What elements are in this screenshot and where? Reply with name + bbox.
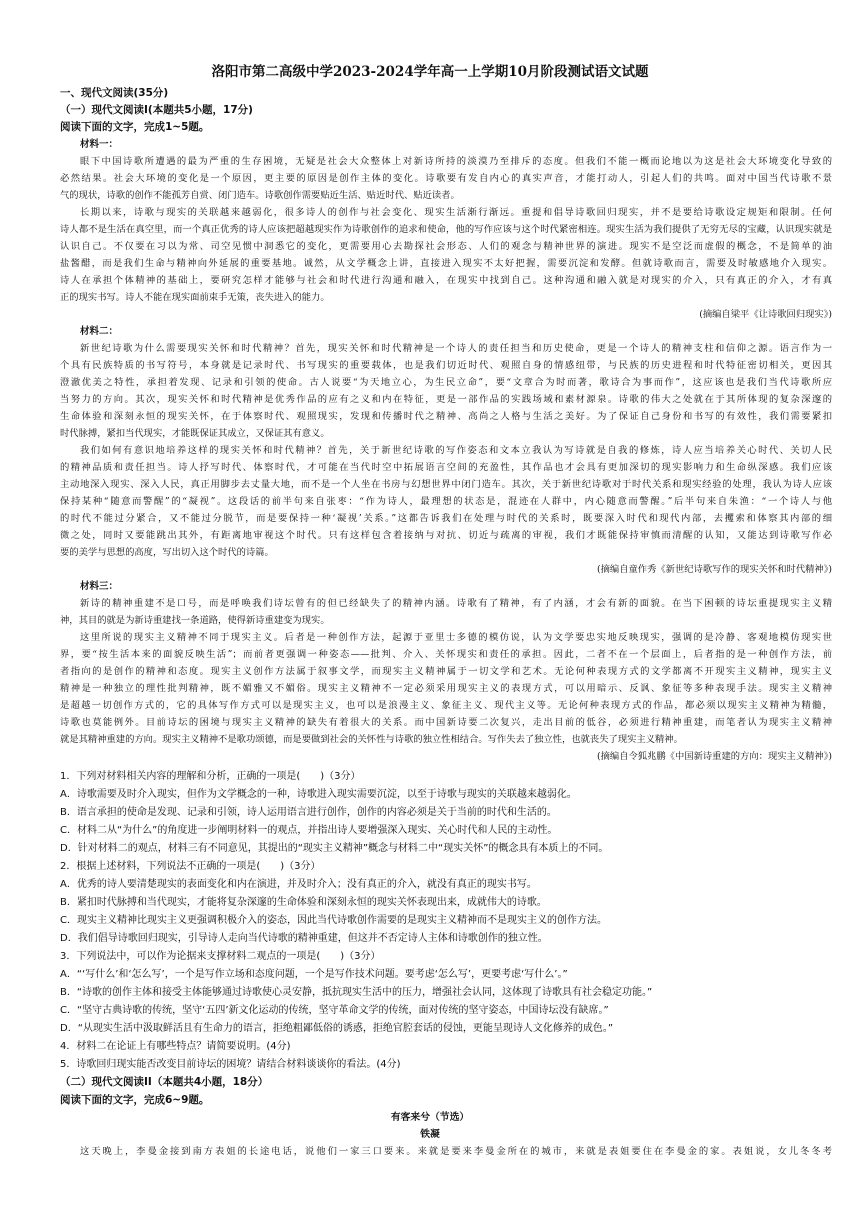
paragraph-line: 保持某种“随意而警醒”的“凝视”。这段话的前半句来自张枣：“作为诗人，最理想的状态是，混迹在人群中，内心随意而警醒。”后半句来自朱渔：“一个诗人与他 [60, 496, 832, 507]
paragraph-line: 的时代不能过分紧合，又不能过分脱节，而是要保持一种‘凝视’关系。”这都告诉我们在处理与时代的关系时，既要深入时代和现代内部，去攫索和体察其内部的细 [60, 513, 832, 524]
question-line: A．优秀的诗人要清楚现实的表面变化和内在演进，并及时介入；没有真正的介入，就没有真正的现实书写。 [60, 879, 537, 890]
material-heading: 材料一： [80, 139, 119, 150]
paragraph-line: 生命体验和深刻永恒的现实关怀，在于体察时代、观照现实，发现和传播时代之精神、高尚之人格与生活之美好。为了保证自己身份和书写的有效性，我们需要紧扣 [60, 411, 832, 422]
question-line: A．诗歌需要及时介入现实，但作为文学概念的一种，诗歌进入现实需要沉淀，以至于诗歌与现实的关联越来越弱化。 [60, 789, 577, 800]
paragraph-line: 新诗的精神重建不是口号，而是呼唤我们诗坛曾有的但已经缺失了的精神内涵。诗歌有了精神，有了内涵，才会有新的面貌。在当下困顿的诗坛重提现实主义精 [80, 598, 832, 609]
source-citation: (摘编自令狐兆鹏《中国新诗重建的方向：现实主义精神》) [596, 751, 832, 762]
paragraph-line: 我们如何有意识地培养这样的现实关怀和时代精神？首先，关于新世纪诗歌的写作姿态和文本立我认为写诗就是自我的修炼，诗人应当培养关心时代、关切人民 [80, 445, 832, 456]
paragraph-line: 微之处，同时又要能跳出其外，有距离地审视这个时代。只有这样包含着接纳与对抗、切近与疏离的审视，我们才既能保持审慎而清醒的认知，又能达到诗歌写作必 [60, 530, 832, 541]
story-author: 铁凝 [420, 1129, 440, 1140]
paragraph-line: 要的美学与思想的高度，写出切入这个时代的诗篇。 [60, 547, 274, 558]
paragraph-line: 眼下中国诗歌所遭遇的最为严重的生存困境，无疑是社会大众整体上对新诗所持的淡漠乃至排斥的态度。但我们不能一概而论地以为这是社会大环境变化导致的 [80, 156, 832, 167]
paragraph-line: 气的现状，诗歌的创作不能孤芳自赏、闭门造车。诗歌创作需要贴近生活、贴近时代、贴近读者。 [60, 190, 460, 201]
story-title: 有客来兮（节选） [390, 1112, 470, 1123]
paragraph-line: 长期以来，诗歌与现实的关联越来越弱化，很多诗人的创作与社会变化、现实生活渐行渐远。重提和倡导诗歌回归现实，并不是要给诗歌设定规矩和限制。任何 [80, 207, 832, 218]
question-line: 5．诗歌回归现实能否改变目前诗坛的困境？请结合材料谈谈你的看法。(4分) [60, 1059, 401, 1070]
question-line: C．“坚守古典诗歌的传统，坚守‘五四’新文化运动的传统，坚守革命文学的传统，面对传统的坚守姿态，中国诗坛没有缺席。” [60, 1005, 609, 1016]
paragraph-line: 就是其精神重建的方向。现实主义精神不是歌功颂德，而是要做到社会的关怀性与诗歌的独立性相结合。写作失去了独立性，也就丧失了现实主义精神。 [60, 734, 683, 745]
question-line: B．紧扣时代脉搏和当代现实，才能将复杂深邃的生命体验和深刻永恒的现实关怀表现出来，成就伟大的诗歌。 [60, 897, 547, 908]
paragraph-line: 盐酱醋，而是我们生命与精神向外延展的重要基地。诚然，从文学概念上讲，直接进入现实不太好把握，需要沉淀和发酵。但就诗歌而言，需要及时敏感地介入现实。 [60, 258, 832, 269]
question-line: B．“诗歌的创作主体和接受主体能够通过诗歌使心灵安静，抵抗现实生活中的压力，增强社会认同，这体现了诗歌具有社会稳定功能。” [60, 987, 653, 998]
instruction: 阅读下面的文字，完成1~5题。 [60, 121, 210, 133]
paragraph-line: 认识自己。不仅要在习以为常、司空见惯中洞悉它的变化，更需要用心去勘探社会形态、人们的观念与精神世界的演进。现实不是空泛而虚假的概念，不是简单的油 [60, 241, 832, 252]
question-line: 1．下列对材料相关内容的理解和分析，正确的一项是( )（3分） [60, 771, 361, 782]
question-line: 2．根据上述材料，下列说法不正确的一项是( )（3分） [60, 861, 321, 872]
subsection-heading: （二）现代文阅读II（本题共4小题，18分） [60, 1076, 269, 1088]
paragraph-line: 神，其目的就是为新诗重建找一条道路，使得新诗重建变为现实。 [60, 615, 330, 626]
page-title: 洛阳市第二高级中学2023-2024学年高一上学期10月阶段测试语文试题 [211, 64, 649, 80]
question-line: D．针对材料二的观点，材料三有不同意见，其提出的“现实主义精神”概念与材料二中“现实关怀”的概念具有本质上的不同。 [60, 843, 609, 854]
paragraph-line: 这天晚上，李曼金接到南方表姐的长途电话，说他们一家三口要来。来就是要来李曼金所在的城市，来就是表姐要住在李曼金的家。表姐说，女儿冬冬考 [80, 1146, 832, 1157]
section-heading: 一、现代文阅读(35分) [60, 87, 169, 99]
instruction: 阅读下面的文字，完成6~9题。 [60, 1094, 210, 1106]
source-citation: (摘编自梁平《让诗歌回归现实》) [699, 309, 832, 320]
question-line: D．“从现实生活中汲取鲜活且有生命力的语言，拒绝粗鄙低俗的诱惑，拒绝官腔套话的侵蚀，更能呈现诗人文化修养的成色。” [60, 1023, 614, 1034]
paragraph-line: 这里所说的现实主义精神不同于现实主义。后者是一种创作方法，起源于亚里士多德的模仿说，认为文学要忠实地反映现实，强调的是冷静、客观地模仿现实世 [80, 632, 832, 643]
question-line: A．“‘写什么’和‘怎么写’，一个是写作立场和态度问题，一个是写作技术问题。要考虑‘怎么写’，更要考虑‘写什么’。” [60, 969, 568, 980]
paragraph-line: 新世纪诗歌为什么需要现实关怀和时代精神？首先，现实关怀和时代精神是一个诗人的责任担当和历史使命，更是一个诗人的精神支柱和信仰之源。语言作为一 [80, 343, 832, 354]
question-line: 4．材料二在论证上有哪些特点？请简要说明。(4分) [60, 1041, 291, 1052]
question-line: 3．下列说法中，可以作为论据来支撑材料二观点的一项是( )（3分） [60, 951, 381, 962]
paragraph-line: 诗人都不是生活在真空里，而一个真正优秀的诗人应该把超越现实作为诗歌创作的追求和使命，他的写作应该与这个时代紧密相连。现实生活为我们提供了无穷无尽的宝藏，认识现实就是 [60, 224, 832, 235]
paragraph-line: 必然结果。社会大环境的变化是一个原因，更主要的原因是创作主体的变化。诗歌要有发自内心的真实声音，才能打动人，引起人们的共鸣。面对中国当代诗歌不景 [60, 173, 832, 184]
question-line: C．现实主义精神比现实主义更强调积极介入的姿态，因此当代诗歌创作需要的是现实主义精神而不是现实主义的创作方法。 [60, 915, 607, 926]
paragraph-line: 澄澈优美之特性，承担着发现、记录和引领的使命。古人说要“为天地立心，为生民立命”，要“文章合为时而著，歌诗合为事而作”，这应该也是我们当代诗歌所应 [60, 377, 832, 388]
paragraph-line: 正的现实书写。诗人不能在现实面前束手无策，丧失进入的能力。 [60, 292, 330, 303]
paragraph-line: 主动地深入现实、深入人民，真正用脚步去丈量大地，而不是一个人坐在书房与幻想世界中闭门造车。其次，关于新世纪诗歌对于时代关系和现实经验的处理，我认为诗人应该 [60, 479, 832, 490]
question-line: C．材料二从“为什么”的角度进一步阐明材料一的观点，并指出诗人要增强深入现实、关心时代和人民的主动性。 [60, 825, 558, 836]
paragraph-line: 精神是一种独立的理性批判精神，既不媚雅又不媚俗。现实主义精神不一定必须采用现实主义的表现方式，可以用暗示、反讽、象征等多种表现手法。现实主义精神 [60, 683, 832, 694]
question-line: D．我们倡导诗歌回归现实，引导诗人走向当代诗歌的精神重建，但这并不否定诗人主体和诗歌创作的独立性。 [60, 933, 548, 944]
paragraph-line: 界，要“按生活本来的面貌反映生活”；而前者更强调一种姿态——批判、介入、关怀现实和责任的承担。因此，二者不在一个层面上，后者指的是一种创作方法，前 [60, 649, 832, 660]
paragraph-line: 时代脉搏，紧扣当代现实，才能既保证其成立，又保证其有意义。 [60, 428, 330, 439]
paragraph-line: 诗人在承担个体精神的基础上，要研究怎样才能够与社会和时代进行沟通和融入，在现实中找到自己。这种沟通和融入就是对现实的介入，只有真正的介入，才有真 [60, 275, 832, 286]
paragraph-line: 的精神品质和责任担当。诗人抒写时代、体察时代，才可能在当代时空中拓展语言空间的充盈性，其作品也才会具有更加深切的现实影响力和生命纵深感。我们应该 [60, 462, 832, 473]
paragraph-line: 是超越一切创作方式的，它的具体写作方式可以是现实主义，也可以是浪漫主义、象征主义、现代主义等。无论何种表现方式的作品，都必须以现实主义精神为精髓， [60, 700, 832, 711]
material-heading: 材料二： [80, 326, 119, 337]
source-citation: (摘编自童作秀《新世纪诗歌写作的现实关怀和时代精神》) [596, 564, 832, 575]
paragraph-line: 个具有民族特质的书写符号，本身就是记录时代、书写现实的重要载体，也是我们切近时代、观照自身的情感纽带，与民族的历史进程和时代特征密切相关，更因其 [60, 360, 832, 371]
paragraph-line: 者指向的是创作的精神和态度。现实主义创作方法属于叙事文学，而现实主义精神属于一切文学和艺术。无论何种表现方式的文学都离不开现实主义精神，现实主义 [60, 666, 832, 677]
question-line: B．语言承担的使命是发现、记录和引领，诗人运用语言进行创作，创作的内容必须是关于当前的时代和生活的。 [60, 807, 557, 818]
material-heading: 材料三： [80, 581, 119, 592]
paragraph-line: 当努力的方向。其次，现实关怀和时代精神是优秀作品的应有之义和内在特征，更是一部作品的实践场域和素材源泉。诗歌的伟大之处就在于其所体现的复杂深邃的 [60, 394, 832, 405]
subsection-heading: （一）现代文阅读I(本题共5小题，17分) [60, 104, 253, 116]
paragraph-line: 诗歌也莫能例外。目前诗坛的困境与现实主义精神的缺失有着很大的关系。而中国新诗要二次复兴，走出目前的低谷，必须进行精神重建，而笔者认为现实主义精神 [60, 717, 832, 728]
